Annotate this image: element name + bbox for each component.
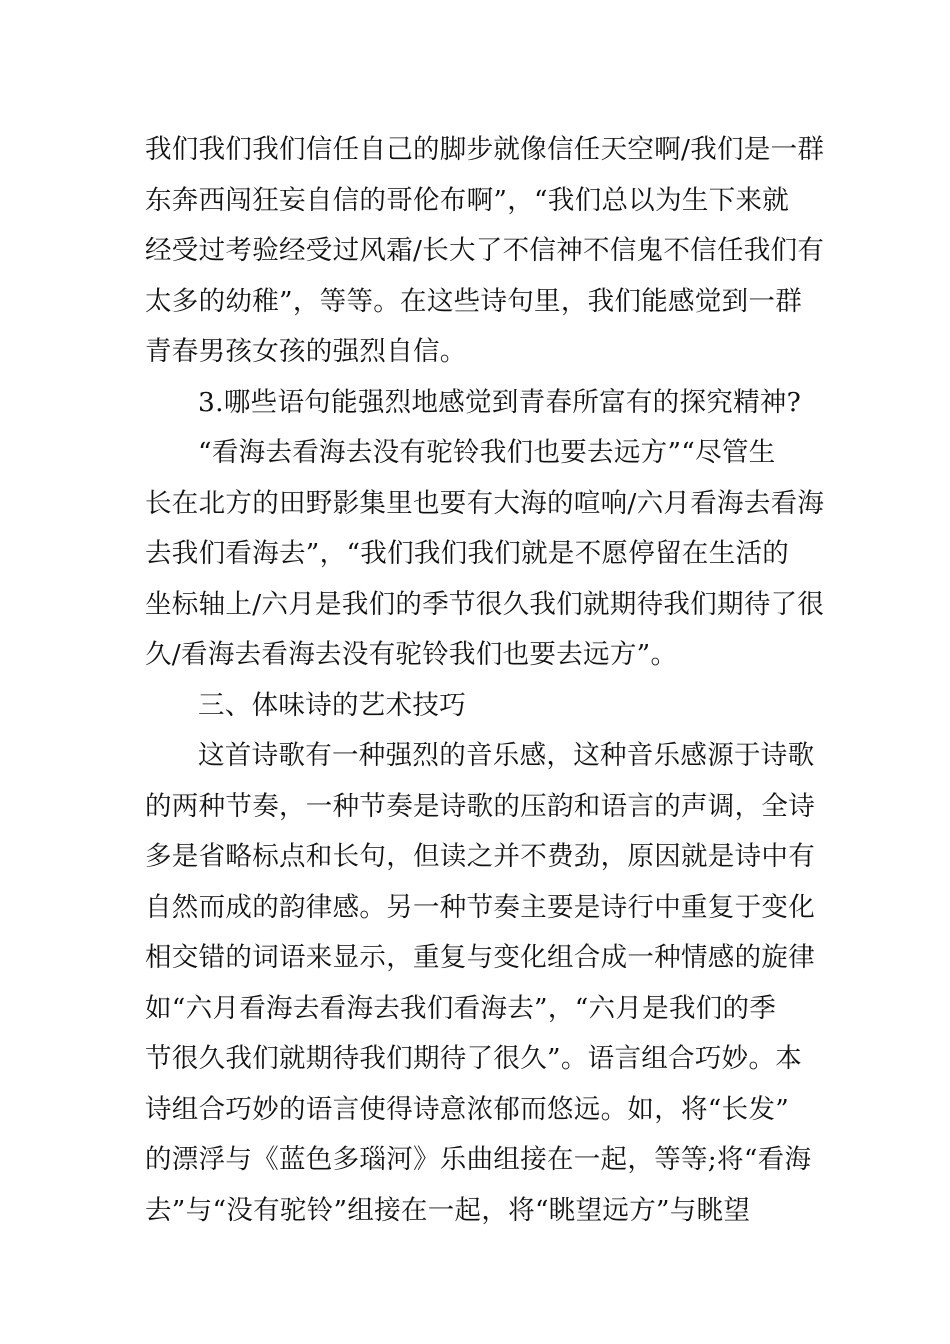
text-line: 经受过考验经受过风霜/长大了不信神不信鬼不信任我们有 [145, 235, 825, 266]
text-line: 的漂浮与《蓝色多瑙河》乐曲组接在一起，等等;将“看海 [145, 1144, 812, 1175]
text-line: 节很久我们就期待我们期待了很久”。语言组合巧妙。本 [145, 1043, 803, 1074]
text-line: 这首诗歌有一种强烈的音乐感，这种音乐感源于诗歌 [198, 740, 815, 771]
text-line: 东奔西闯狂妄自信的哥伦布啊”，“我们总以为生下来就 [145, 185, 790, 216]
text-line: 我们我们我们信任自己的脚步就像信任天空啊/我们是一群 [145, 134, 825, 165]
text-line: 坐标轴上/六月是我们的季节很久我们就期待我们期待了很 [145, 589, 825, 620]
text-line: 去”与“没有驼铃”组接在一起，将“眺望远方”与眺望 [145, 1195, 751, 1226]
text-line: 如“六月看海去看海去我们看海去”，“六月是我们的季 [145, 993, 777, 1024]
text-line: 相交错的词语来显示，重复与变化组合成一种情感的旋律 [145, 942, 815, 973]
text-line: 诗组合巧妙的语言使得诗意浓郁而悠远。如，将“长发” [145, 1094, 790, 1125]
text-line: 长在北方的田野影集里也要有大海的喧响/六月看海去看海 [145, 488, 825, 519]
text-line: 多是省略标点和长句，但读之并不费劲，原因就是诗中有 [145, 841, 815, 872]
text-line: “看海去看海去没有驼铃我们也要去远方”“尽管生 [198, 437, 776, 468]
text-line: 久/看海去看海去没有驼铃我们也要去远方”。 [145, 639, 678, 670]
text-line: 青春男孩女孩的强烈自信。 [145, 336, 467, 367]
text-line: 的两种节奏，一种节奏是诗歌的压韵和语言的声调，全诗 [145, 791, 815, 822]
text-line: 太多的幼稚”，等等。在这些诗句里，我们能感觉到一群 [145, 286, 803, 317]
section-heading: 三、体味诗的艺术技巧 [198, 690, 466, 721]
text-line: 去我们看海去”，“我们我们我们就是不愿停留在生活的 [145, 538, 790, 569]
text-line: 自然而成的韵律感。另一种节奏主要是诗行中重复于变化 [145, 892, 815, 923]
question-heading: 3.哪些语句能强烈地感觉到青春所富有的探究精神? [198, 387, 802, 418]
